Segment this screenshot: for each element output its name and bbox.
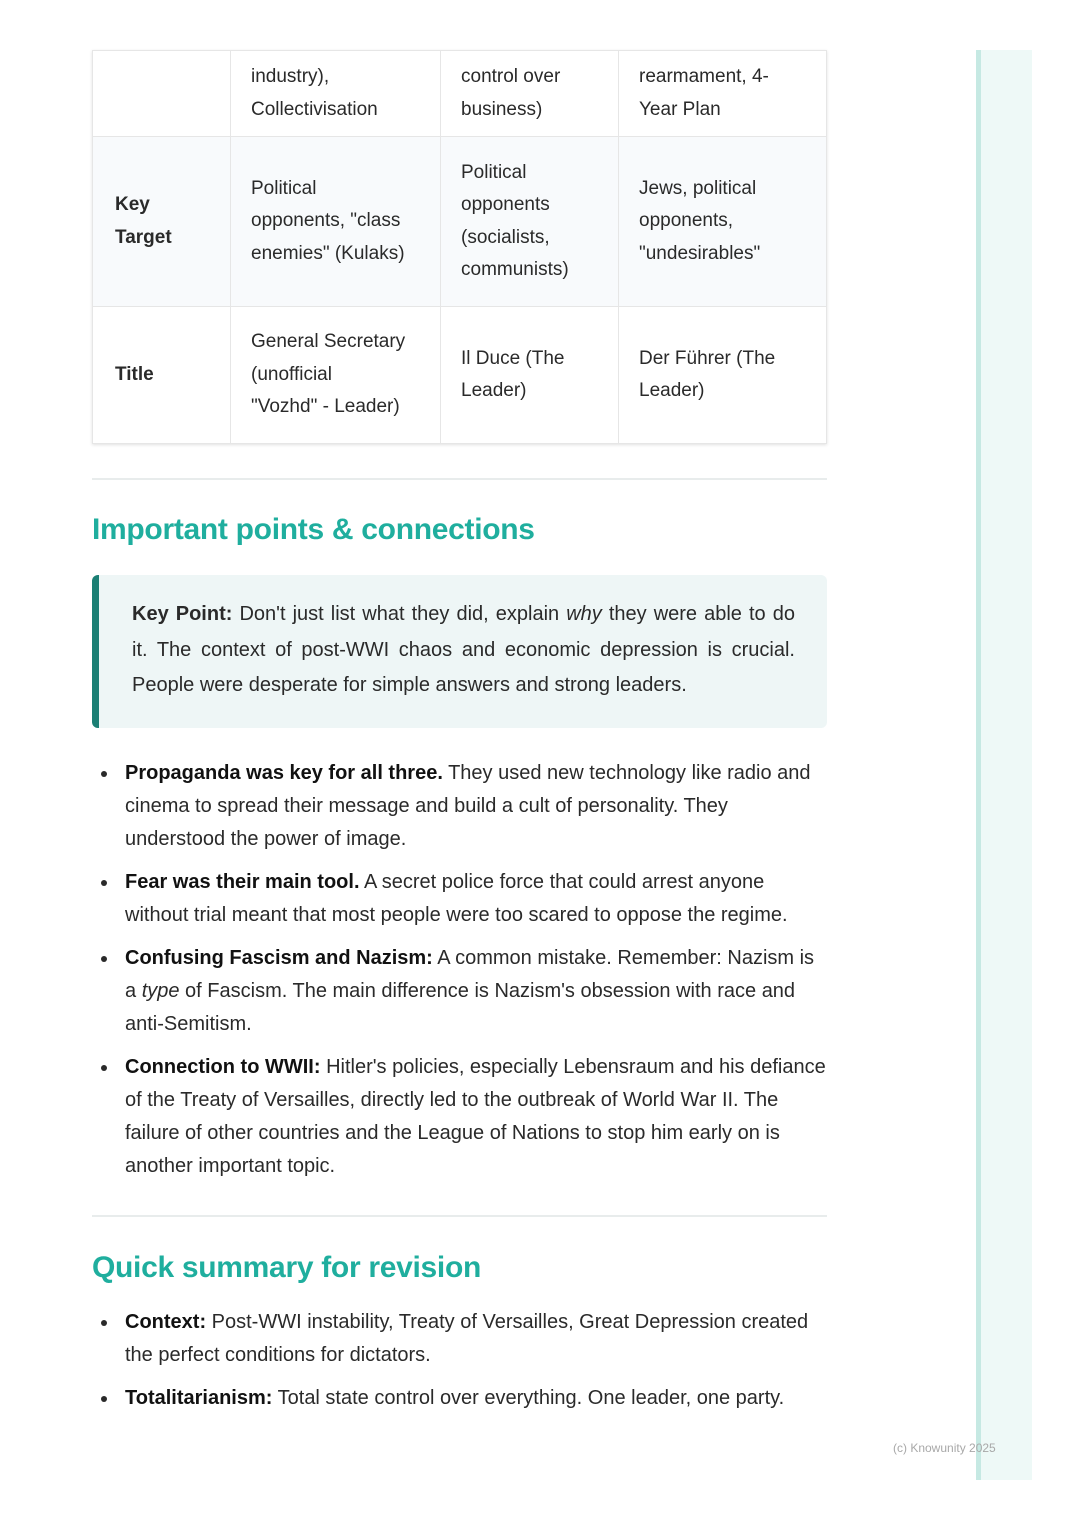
bullet-text: Total state control over everything. One leader, one party. — [272, 1386, 785, 1409]
bullet-bold: Connection to WWII: — [125, 1055, 321, 1078]
row-header-line: Title — [115, 363, 154, 385]
bullet-bold: Confusing Fascism and Nazism: — [125, 946, 433, 969]
cell-line: Leader) — [639, 380, 705, 401]
summary-heading: Quick summary for revision — [92, 1250, 482, 1284]
cell-line: Der Führer (The — [639, 347, 776, 369]
section-divider — [92, 1215, 827, 1217]
row-header-line: Target — [115, 226, 172, 248]
callout-lead: Key Point: — [132, 603, 233, 625]
row-header-line: Key — [115, 194, 150, 215]
cell-line: Collectivisation — [251, 98, 378, 120]
bullet-text: Post-WWI instability, Treaty of Versailles, Great Depression created the perfect conditions for dictators. — [125, 1310, 809, 1366]
table-cell — [231, 137, 441, 307]
cell-line: opponents, — [639, 210, 734, 232]
important-points-list — [92, 757, 827, 1183]
bullet-bold: Totalitarianism: — [125, 1386, 273, 1409]
bullet-bold: Fear was their main tool. — [125, 870, 360, 893]
side-decoration-strip — [976, 50, 1032, 1480]
bullet-text: A secret police force that could arrest anyone without trial meant that most people were too scared to oppose the regime. — [125, 870, 788, 926]
cell-line: Il Duce (The — [461, 347, 565, 369]
row-header-cell — [93, 51, 231, 137]
cell-line: control over — [461, 66, 561, 87]
cell-line: (unofficial — [251, 363, 332, 385]
bullet-text: A common mistake. Remember: Nazism is a — [125, 946, 815, 1002]
cell-line: (socialists, — [461, 226, 550, 248]
callout-text: Don't just list what they did, explain — [232, 603, 567, 625]
cell-line: opponents, "class — [251, 210, 401, 232]
list-item — [92, 866, 827, 932]
table-cell — [231, 51, 441, 137]
row-header-key-target — [93, 137, 231, 307]
callout-emphasis: why — [566, 603, 602, 625]
comparison-table — [92, 50, 827, 444]
callout-text: they were able to do it. The context of post-WWI chaos and economic depression is crucial. People were desperate for simple answers and strong leaders. — [132, 603, 795, 696]
important-heading: Important points & connections — [92, 513, 535, 546]
list-item — [92, 1051, 827, 1183]
list-item — [92, 1382, 827, 1415]
bullet-text: of Fascism. The main difference is Nazism's obsession with race and anti-Semitism. — [125, 979, 796, 1035]
bullet-text: Hitler's policies, especially Lebensraum and his defiance of the Treaty of Versailles, directly led to the outbreak of World War II. The failure of other countries and the League of Nations to stop him early on is another important topic. — [125, 1055, 826, 1177]
table-cell — [441, 307, 619, 444]
bullet-emphasis: type — [141, 979, 180, 1002]
cell-line: "undesirables" — [639, 242, 761, 264]
cell-line: Year Plan — [639, 98, 721, 120]
table-row — [93, 51, 827, 137]
row-header-title — [93, 307, 231, 444]
cell-line: communists) — [461, 259, 569, 280]
cell-line: Political — [461, 161, 527, 183]
cell-line: opponents — [461, 194, 550, 215]
cell-line: Leader) — [461, 380, 527, 401]
summary-list — [92, 1306, 827, 1415]
bullet-bold: Context: — [125, 1310, 207, 1333]
cell-line: business) — [461, 98, 543, 120]
page-content — [92, 50, 827, 1415]
cell-line: General Secretary — [251, 331, 406, 353]
key-point-callout — [92, 575, 827, 728]
table-row — [93, 137, 827, 307]
table-cell — [619, 51, 827, 137]
list-item — [92, 757, 827, 856]
table-row — [93, 307, 827, 444]
cell-line: industry), — [251, 66, 330, 87]
table-cell — [441, 137, 619, 307]
cell-line: Jews, political — [639, 177, 757, 199]
table-cell — [231, 307, 441, 444]
table-cell — [619, 137, 827, 307]
cell-line: rearmament, 4- — [639, 66, 769, 87]
cell-line: enemies" (Kulaks) — [251, 242, 405, 264]
cell-line: Political — [251, 177, 317, 199]
table-cell — [619, 307, 827, 444]
list-item — [92, 1306, 827, 1372]
table-cell — [441, 51, 619, 137]
cell-line: "Vozhd" - Leader) — [251, 396, 400, 418]
section-divider — [92, 478, 827, 480]
copyright-notice: (c) Knowunity 2025 — [893, 1441, 996, 1455]
bullet-bold: Propaganda was key for all three. — [125, 761, 443, 784]
list-item — [92, 942, 827, 1041]
bullet-text: They used new technology like radio and cinema to spread their message and build a cult of personality. They understood the power of image. — [125, 761, 811, 850]
